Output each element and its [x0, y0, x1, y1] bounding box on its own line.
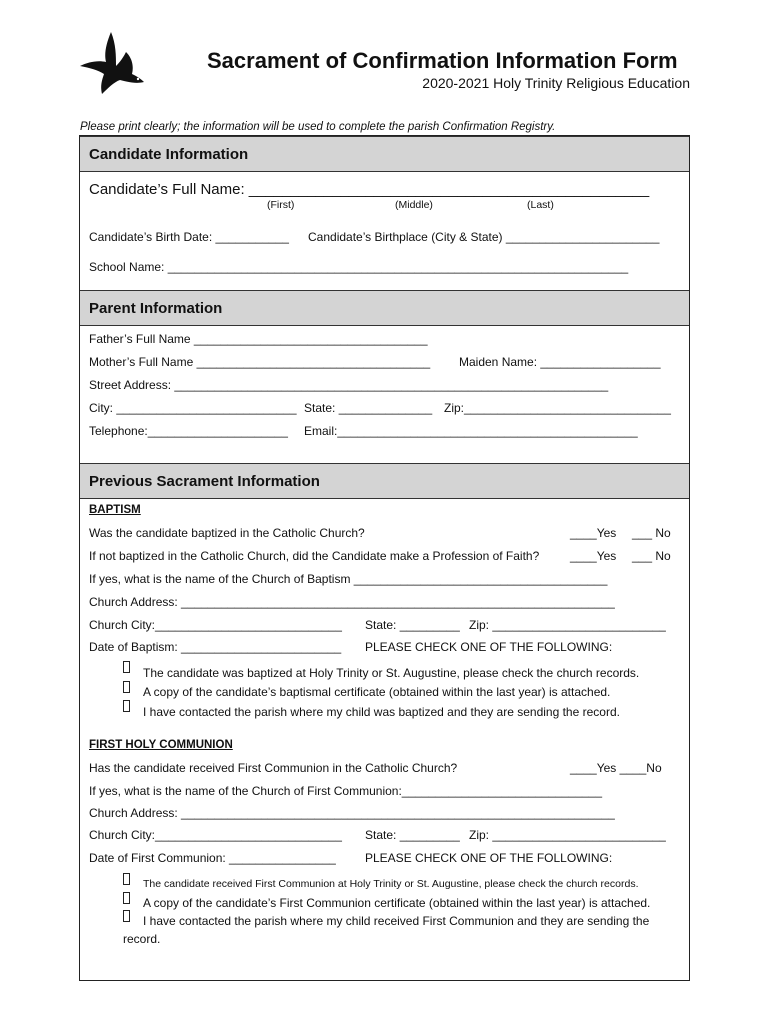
baptism-option2-label: A copy of the candidate’s baptismal certificate (obtained within the last year) is attached.: [143, 685, 611, 699]
baptism-church-name-field[interactable]: If yes, what is the name of the Church of Baptism ______________________________________: [89, 572, 608, 586]
communion-date-field[interactable]: Date of First Communion: ________________: [89, 851, 336, 865]
baptism-state-field[interactable]: State: _________: [365, 618, 460, 632]
street-address-field[interactable]: Street Address: _________________________________________________________________: [89, 378, 609, 392]
maiden-name-field[interactable]: Maiden Name: __________________: [459, 355, 661, 369]
middle-name-caption: (Middle): [395, 199, 433, 211]
communion-option3-checkbox[interactable]: [123, 910, 130, 922]
school-name-field[interactable]: School Name: _____________________________________________________________________: [89, 260, 629, 274]
telephone-field[interactable]: Telephone:_____________________: [89, 424, 288, 438]
zip-field[interactable]: Zip:_______________________________: [444, 401, 671, 415]
form-subtitle: 2020-2021 Holy Trinity Religious Education: [422, 75, 690, 91]
form-title: Sacrament of Confirmation Information Form: [207, 48, 678, 73]
birthplace-field[interactable]: Candidate’s Birthplace (City & State) _______________________: [308, 230, 660, 244]
baptism-option3-label: I have contacted the parish where my child was baptized and they are sending the record.: [143, 705, 620, 719]
birth-date-field[interactable]: Candidate’s Birth Date: ___________: [89, 230, 289, 244]
baptized-yes-blank[interactable]: ____Yes: [570, 526, 617, 540]
communion-zip-field[interactable]: Zip: __________________________: [469, 828, 666, 842]
baptism-church-address-field[interactable]: Church Address: _________________________________________________________________: [89, 595, 615, 609]
dove-icon: [78, 30, 148, 98]
communion-state-field[interactable]: State: _________: [365, 828, 460, 842]
communion-option3-continuation: record.: [123, 932, 161, 946]
parent-section-heading: Parent Information: [80, 290, 689, 326]
instructions-note: Please print clearly; the information will be used to complete the parish Confirmation Registry.: [80, 121, 556, 133]
last-name-caption: (Last): [527, 199, 554, 211]
baptism-subheading: BAPTISM: [89, 504, 141, 516]
previous-sacrament-section-heading: Previous Sacrament Information: [80, 463, 689, 499]
communion-option1-checkbox[interactable]: [123, 873, 130, 885]
email-field[interactable]: Email:_____________________________________________: [304, 424, 638, 438]
city-field[interactable]: City: ___________________________: [89, 401, 297, 415]
communion-church-city-field[interactable]: Church City:____________________________: [89, 828, 342, 842]
profession-no-blank[interactable]: ___ No: [632, 549, 671, 563]
communion-question: Has the candidate received First Communion in the Catholic Church?: [89, 761, 458, 775]
communion-church-name-field[interactable]: If yes, what is the name of the Church of First Communion:______________________________: [89, 784, 603, 798]
candidate-full-name-field[interactable]: Candidate’s Full Name: ________________________________________________: [89, 181, 650, 198]
baptized-no-blank[interactable]: ___ No: [632, 526, 671, 540]
mother-name-field[interactable]: Mother’s Full Name ___________________________________: [89, 355, 431, 369]
baptism-option1-checkbox[interactable]: [123, 661, 130, 673]
baptized-question: Was the candidate baptized in the Catholic Church?: [89, 526, 365, 540]
communion-check-one-label: PLEASE CHECK ONE OF THE FOLLOWING:: [365, 851, 613, 865]
baptism-check-one-label: PLEASE CHECK ONE OF THE FOLLOWING:: [365, 640, 613, 654]
communion-option2-checkbox[interactable]: [123, 892, 130, 904]
baptism-option3-checkbox[interactable]: [123, 700, 130, 712]
father-name-field[interactable]: Father’s Full Name ___________________________________: [89, 332, 428, 346]
first-name-caption: (First): [267, 199, 295, 211]
state-field[interactable]: State: ______________: [304, 401, 433, 415]
communion-church-address-field[interactable]: Church Address: _________________________________________________________________: [89, 806, 615, 820]
profession-yes-blank[interactable]: ____Yes: [570, 549, 617, 563]
baptism-option2-checkbox[interactable]: [123, 681, 130, 693]
communion-yes-no-blanks[interactable]: ____Yes ____No: [570, 761, 662, 775]
communion-option3-label: I have contacted the parish where my child received First Communion and they are sending the: [143, 914, 650, 928]
first-communion-subheading: FIRST HOLY COMMUNION: [89, 739, 233, 751]
baptism-option1-label: The candidate was baptized at Holy Trinity or St. Augustine, please check the church records.: [143, 666, 640, 680]
baptism-date-field[interactable]: Date of Baptism: ________________________: [89, 640, 342, 654]
candidate-section-heading: Candidate Information: [80, 136, 689, 172]
profession-question: If not baptized in the Catholic Church, did the Candidate make a Profession of Faith?: [89, 549, 540, 563]
baptism-zip-field[interactable]: Zip: __________________________: [469, 618, 666, 632]
communion-option2-label: A copy of the candidate’s First Communion certificate (obtained within the last year) is attached.: [143, 896, 651, 910]
baptism-church-city-field[interactable]: Church City:____________________________: [89, 618, 342, 632]
communion-option1-label: The candidate received First Communion at Holy Trinity or St. Augustine, please check the church records.: [143, 878, 639, 890]
